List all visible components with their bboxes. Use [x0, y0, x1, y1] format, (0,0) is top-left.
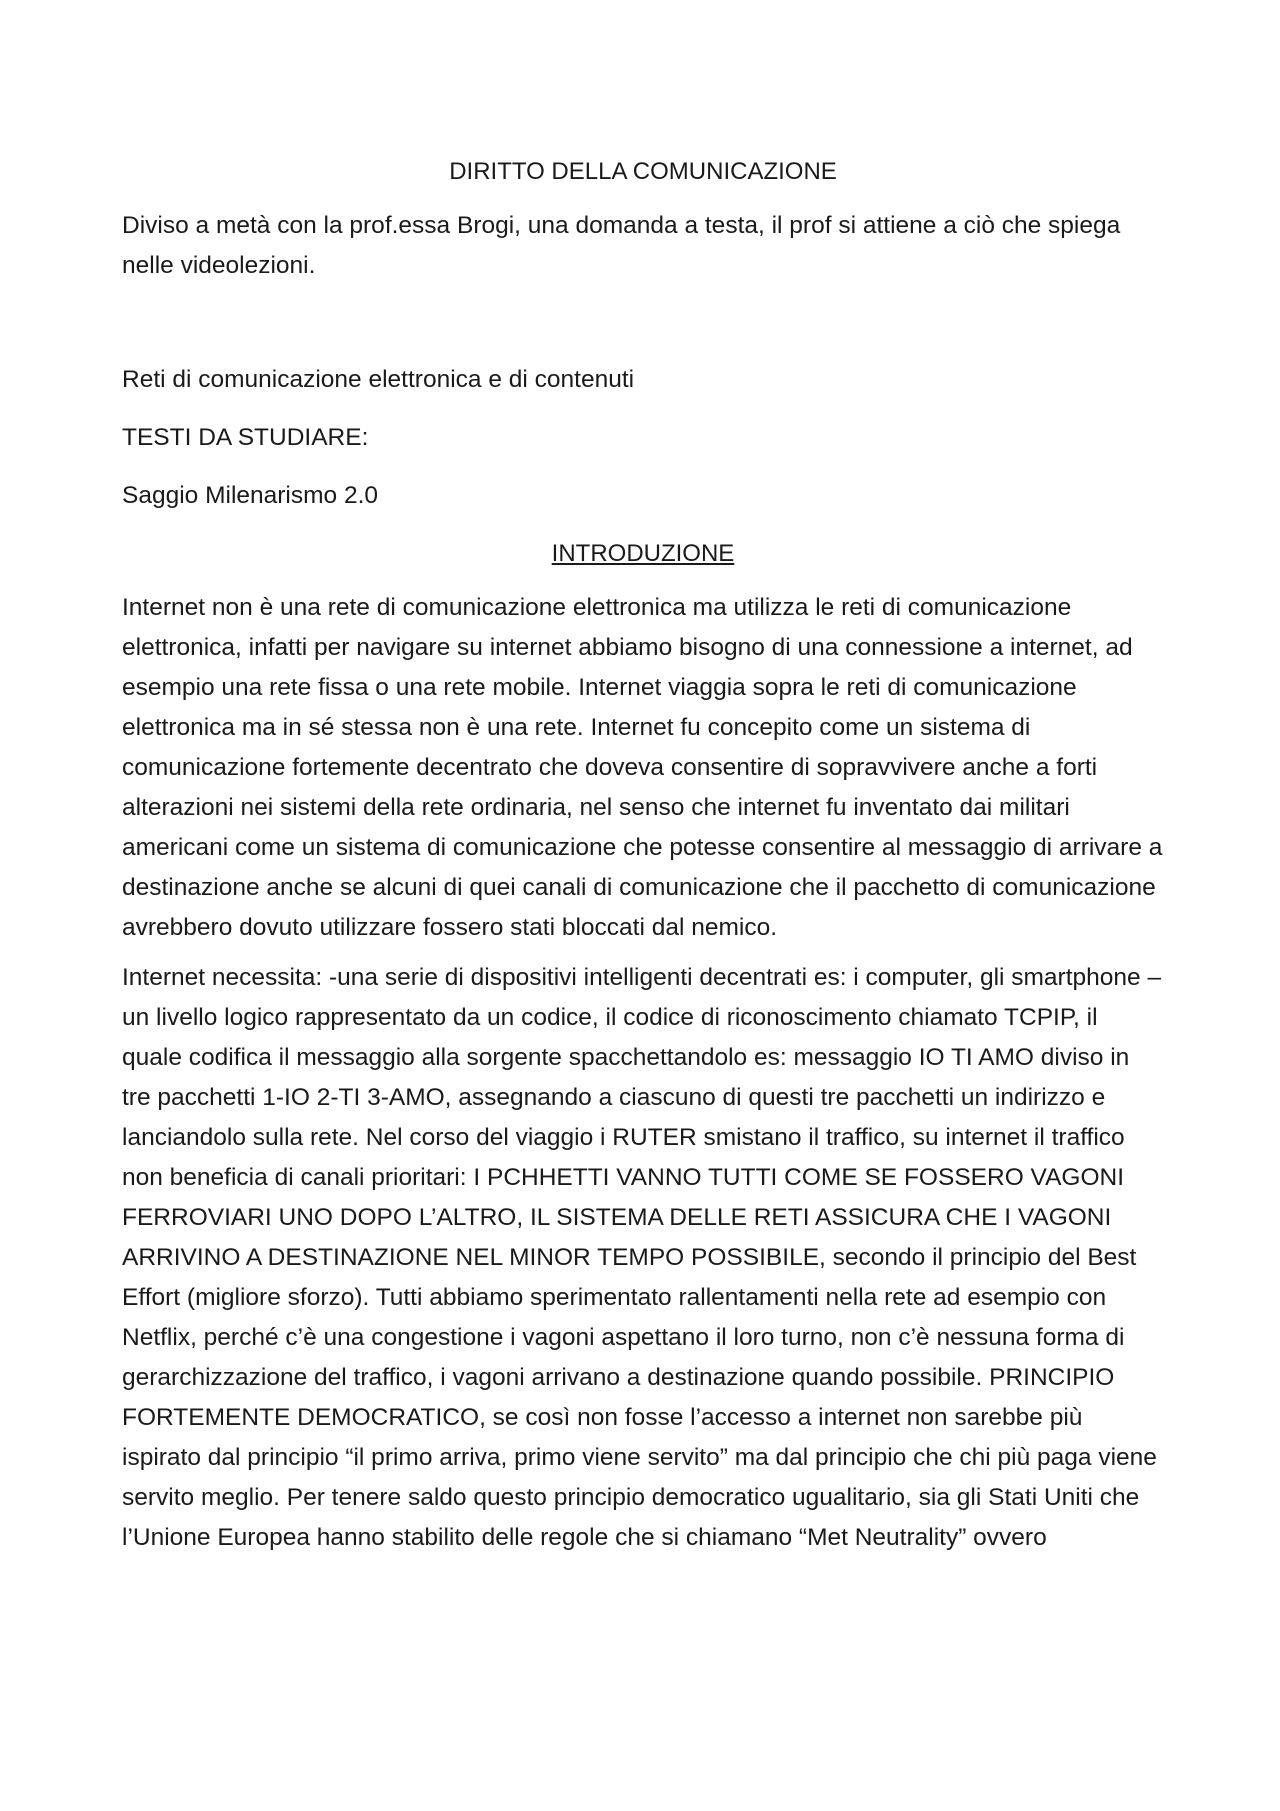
- topic-line: Reti di comunicazione elettronica e di contenuti: [122, 366, 635, 393]
- section-heading-introduzione: INTRODUZIONE: [551, 540, 735, 567]
- intro-paragraph: Diviso a metà con la prof.essa Brogi, una domanda a testa, il prof si attiene a ciò che spiega nelle videolezioni.: [122, 212, 1121, 279]
- blank-line: [122, 304, 1164, 360]
- document-title: DIRITTO DELLA COMUNICAZIONE: [449, 158, 837, 185]
- paragraph-internet-requirements: Internet necessita: -una serie di dispositivi intelligenti decentrati es: i computer, gli smartphone – un livello logico rappresentato da un codice, il codice di riconoscimento chiamato TCPIP, il quale codifica il messaggio alla sorgente spacchettandolo es: messaggio IO TI AMO diviso in tre pacchetti 1-IO 2-TI 3-AMO, assegnando a ciascuno di questi tre pacchetti un indirizzo e lanciandolo sulla rete. Nel corso del viaggio i RUTER smistano il traffico, su internet il traffico non beneficia di canali prioritari: I PCHHETTI VANNO TUTTI COME SE FOSSERO VAGONI FERROVIARI UNO DOPO L’ALTRO, IL SISTEMA DELLE RETI ASSICURA CHE I VAGONI ARRIVINO A DESTINAZIONE NEL MINOR TEMPO POSSIBILE, secondo il principio del Best Effort (migliore sforzo). Tutti abbiamo sperimentato rallentamenti nella rete ad esempio con Netflix, perché c’è una congestione i vagoni aspettano il loro turno, non c’è nessuna forma di gerarchizzazione del traffico, i vagoni arrivano a destinazione quando possibile. PRINCIPIO FORTEMENTE DEMOCRATICO, se così non fosse l’accesso a internet non sarebbe più ispirato dal principio “il primo arriva, primo viene servito” ma dal principio che chi più paga viene servito meglio. Per tenere saldo questo principio democratico ugualitario, sia gli Stati Uniti che l’Unione Europea hanno stabilito delle regole che si chiamano “Met Neutrality” ovvero: [122, 964, 1162, 1551]
- texts-heading: TESTI DA STUDIARE:: [122, 424, 369, 451]
- text-item: Saggio Milenarismo 2.0: [122, 482, 379, 509]
- paragraph-internet-definition: Internet non è una rete di comunicazione elettronica ma utilizza le reti di comunicazione elettronica, infatti per navigare su internet abbiamo bisogno di una connessione a internet, ad esempio una rete fissa o una rete mobile. Internet viaggia sopra le reti di comunicazione elettronica ma in sé stessa non è una rete. Internet fu concepito come un sistema di comunicazione fortemente decentrato che doveva consentire di sopravvivere anche a forti alterazioni nei sistemi della rete ordinaria, nel senso che internet fu inventato dai militari americani come un sistema di comunicazione che potesse consentire al messaggio di arrivare a destinazione anche se alcuni di quei canali di comunicazione che il pacchetto di comunicazione avrebbero dovuto utilizzare fossero stati bloccati dal nemico.: [122, 594, 1163, 941]
